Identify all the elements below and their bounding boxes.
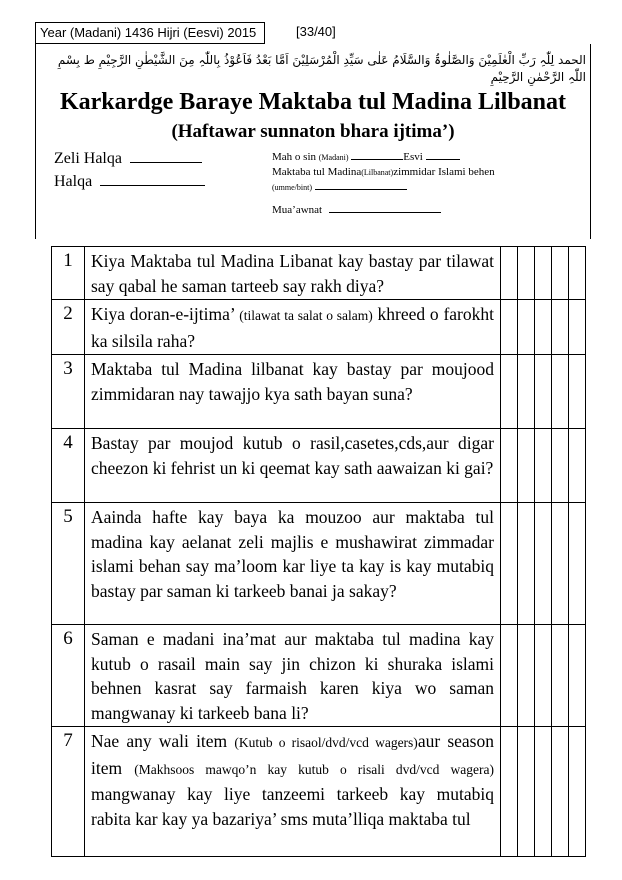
table-row bbox=[52, 625, 586, 727]
question-text-part: Kiya doran-e-ijtima’ bbox=[91, 304, 235, 324]
halqa-field bbox=[54, 172, 205, 192]
checkbox-cell[interactable] bbox=[518, 247, 535, 300]
checkbox-cell[interactable] bbox=[569, 355, 586, 429]
checkbox-cell[interactable] bbox=[501, 355, 518, 429]
year-label: Year (Madani) 1436 Hijri (Eesvi) 2015 bbox=[35, 22, 265, 44]
muawnat-field bbox=[272, 203, 441, 217]
question-text-part: aur season item bbox=[91, 731, 494, 778]
checkbox-cell[interactable] bbox=[535, 355, 552, 429]
question-number: 5 bbox=[52, 503, 85, 625]
question-number: 4 bbox=[52, 429, 85, 503]
page-subtitle: (Haftawar sunnaton bhara ijtima’) bbox=[171, 121, 455, 142]
question-text: Saman e madani ina’mat aur maktaba tul madina kay kutub o rasail main say jin chizon ki shuraka islami behnen kasrat say farmaish karen kiya wo saman mangwanay ki tarkeeb bana li? bbox=[85, 625, 501, 727]
zeli-halqa-label: Zeli Halqa bbox=[54, 150, 122, 167]
checkbox-cell[interactable] bbox=[535, 503, 552, 625]
question-text-part: mangwanay kay liye tanzeemi tarkeeb kay mutabiq rabita kar kay ya bazariya’ sms muta’lliqa maktaba tul bbox=[91, 784, 494, 829]
checkbox-cell[interactable] bbox=[501, 429, 518, 503]
checkbox-cell[interactable] bbox=[552, 429, 569, 503]
question-note: (Kutub o risaol/dvd/vcd wagers) bbox=[234, 735, 418, 750]
checkbox-cell[interactable] bbox=[535, 625, 552, 727]
muawnat-blank[interactable] bbox=[329, 212, 441, 213]
checkbox-cell[interactable] bbox=[518, 429, 535, 503]
question-note: (Makhsoos mawqo’n kay kutub o risali dvd/vcd wagera) bbox=[134, 761, 494, 777]
question-text: Aainda hafte kay baya ka mouzoo aur maktaba tul madina kay aelanat zeli majlis e mushawirat zimmadar islami behan say ma’loom kar liye ta kay is kay mutabiq bastay par saman ki tarkeeb banai ja sakay? bbox=[85, 503, 501, 625]
checkbox-cell[interactable] bbox=[535, 727, 552, 857]
checkbox-cell[interactable] bbox=[552, 503, 569, 625]
zeli-halqa-field bbox=[54, 149, 202, 169]
checkbox-cell[interactable] bbox=[501, 247, 518, 300]
mah-o-sin-field bbox=[272, 150, 460, 165]
page-title: Karkardge Baraye Maktaba tul Madina Lilbanat bbox=[59, 89, 567, 115]
table-row bbox=[52, 727, 586, 857]
mah-o-sin-label: Mah o sin bbox=[272, 151, 316, 163]
checkbox-cell[interactable] bbox=[518, 355, 535, 429]
question-text-part: Nae any wali item bbox=[91, 731, 228, 751]
zimmidar-suffix: zimmidar Islami behen bbox=[393, 166, 495, 178]
checkbox-cell[interactable] bbox=[535, 300, 552, 355]
table-row bbox=[52, 429, 586, 503]
checkbox-cell[interactable] bbox=[501, 300, 518, 355]
halqa-label: Halqa bbox=[54, 173, 93, 190]
question-text: Bastay par moujod kutub o rasil,casetes,cds,aur digar cheezon ki fehrist un ki qeemat kay sath aawaizan ki gai? bbox=[85, 429, 501, 503]
table-row bbox=[52, 247, 586, 300]
mah-o-sin-blank[interactable] bbox=[351, 159, 403, 160]
question-table bbox=[51, 246, 586, 857]
question-number: 3 bbox=[52, 355, 85, 429]
zeli-halqa-blank[interactable] bbox=[130, 162, 202, 163]
checkbox-cell[interactable] bbox=[552, 727, 569, 857]
checkbox-cell[interactable] bbox=[569, 247, 586, 300]
table-row bbox=[52, 355, 586, 429]
umme-bint-note: (umme/bint) bbox=[272, 183, 312, 192]
table-row bbox=[52, 503, 586, 625]
checkbox-cell[interactable] bbox=[552, 247, 569, 300]
page-number: [33/40] bbox=[296, 24, 336, 39]
checkbox-cell[interactable] bbox=[518, 727, 535, 857]
checkbox-cell[interactable] bbox=[535, 247, 552, 300]
checkbox-cell[interactable] bbox=[569, 727, 586, 857]
checkbox-cell[interactable] bbox=[569, 503, 586, 625]
checkbox-cell[interactable] bbox=[501, 625, 518, 727]
question-text-part: khreed o farokht ka silsila raha? bbox=[91, 304, 494, 351]
checkbox-cell[interactable] bbox=[501, 503, 518, 625]
checkbox-cell[interactable] bbox=[552, 300, 569, 355]
question-number: 6 bbox=[52, 625, 85, 727]
checkbox-cell[interactable] bbox=[518, 300, 535, 355]
muawnat-label: Mua’awnat bbox=[272, 204, 323, 216]
checkbox-cell[interactable] bbox=[552, 355, 569, 429]
question-number: 2 bbox=[52, 300, 85, 355]
table-row bbox=[52, 300, 586, 355]
arabic-invocation: الحمد لِلّٰہِ رَبِّ الْعٰلَمِیْنَ وَالصَّلٰوۃُ وَالسَّلَامُ عَلٰی سَیِّدِ الْمُرْسَلِیْنَ اَمَّا بَعْدُ فَاَعُوْذُ بِاللّٰہِ مِنَ الشَّیْطٰنِ الرَّجِیْمِ ط بِسْمِ اللّٰہِ الرَّحْمٰنِ الرَّحِیْمِ bbox=[57, 53, 586, 84]
question-text bbox=[85, 300, 501, 355]
question-text: Maktaba tul Madina lilbanat kay bastay par moujood zimmidaran nay tawajjo kya sath bayan suna? bbox=[85, 355, 501, 429]
esvi-blank[interactable] bbox=[426, 159, 460, 160]
checkbox-cell[interactable] bbox=[569, 625, 586, 727]
lilbanat-note: (Lilbanat) bbox=[361, 168, 394, 177]
zimmidar-blank[interactable] bbox=[315, 189, 407, 190]
question-text: Kiya Maktaba tul Madina Libanat kay bastay par tilawat say qabal he saman tarteeb say rakh diya? bbox=[85, 247, 501, 300]
checkbox-cell[interactable] bbox=[569, 300, 586, 355]
checkbox-cell[interactable] bbox=[552, 625, 569, 727]
madani-note: (Madani) bbox=[318, 153, 349, 162]
checkbox-cell[interactable] bbox=[518, 503, 535, 625]
esvi-label: Esvi bbox=[403, 151, 423, 163]
halqa-blank[interactable] bbox=[100, 185, 205, 186]
question-number: 7 bbox=[52, 727, 85, 857]
checkbox-cell[interactable] bbox=[518, 625, 535, 727]
question-number: 1 bbox=[52, 247, 85, 300]
checkbox-cell[interactable] bbox=[501, 727, 518, 857]
maktaba-zimmidar-field bbox=[272, 165, 522, 195]
checkbox-cell[interactable] bbox=[535, 429, 552, 503]
maktaba-zimmidar-label: Maktaba tul Madina bbox=[272, 166, 362, 178]
question-note: (tilawat ta salat o salam) bbox=[239, 308, 373, 323]
question-text bbox=[85, 727, 501, 857]
checkbox-cell[interactable] bbox=[569, 429, 586, 503]
